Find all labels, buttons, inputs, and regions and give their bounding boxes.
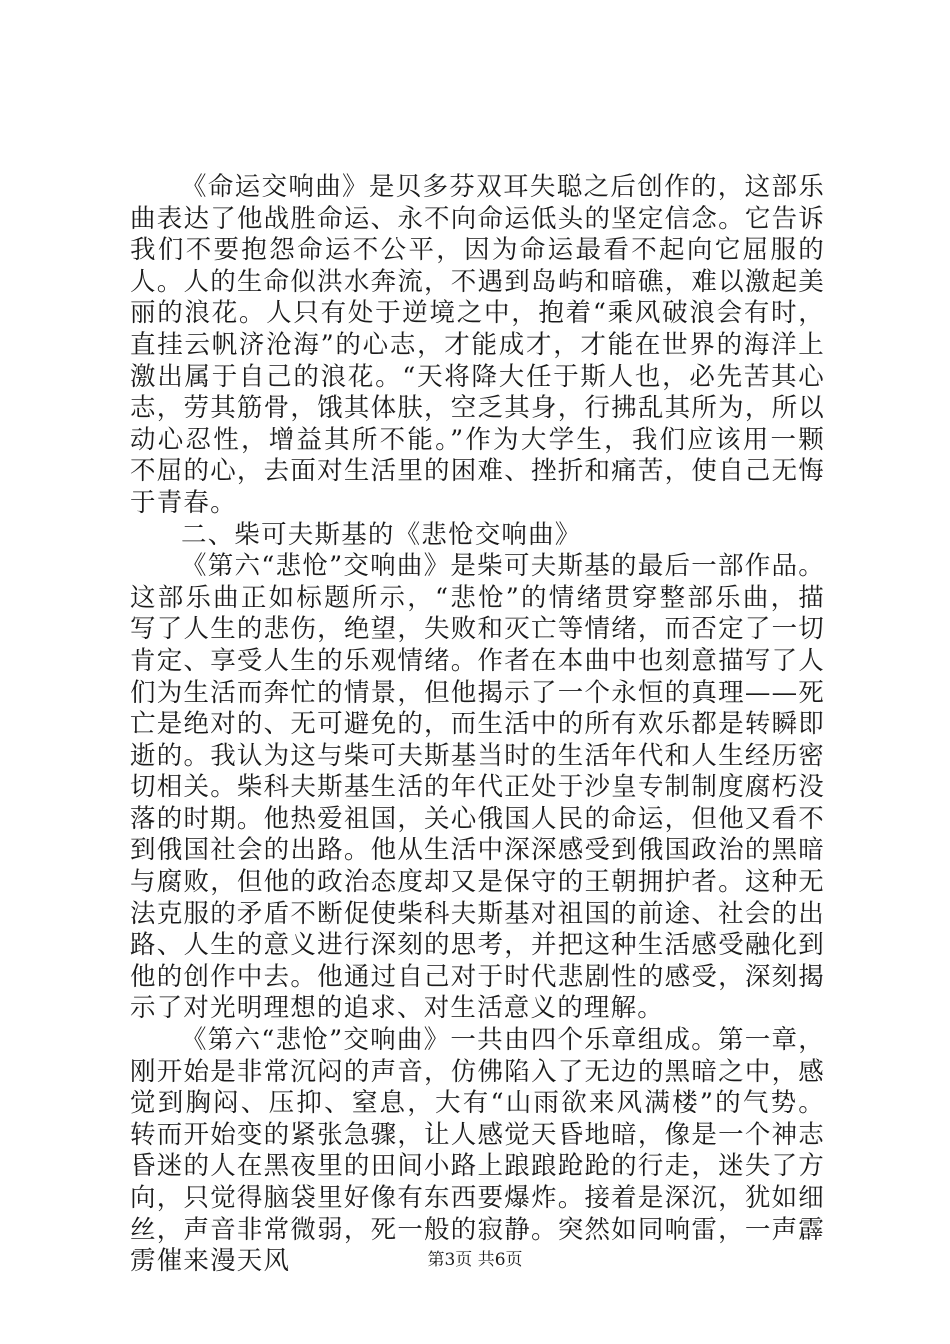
page-footer: 第3页 共6页 — [427, 1250, 523, 1270]
section-heading-pathetique: 二、柴可夫斯基的《悲怆交响曲》 — [181, 519, 582, 550]
paragraph-pathetique-movements: 《第六“悲怆”交响曲》一共由四个乐章组成。第一章，刚开始是非常沉闷的声音，仿佛陷入了无边的黑暗之中，感觉到胸闷、压抑、窒息，大有“山雨欲来风满楼”的气势。转而开始变的紧张急骤，让人感觉天昏地暗，像是一个神志昏迷的人在黑夜里的田间小路上踉踉跄跄的行走，迷失了方向，只觉得脑袋里好像有东西要爆炸。接着是深沉，犹如细丝，声音非常微弱，死一般的寂静。突然如同响雷，一声霹雳催来漫天风 — [130, 1025, 825, 1277]
paragraph-fate-symphony: 《命运交响曲》是贝多芬双耳失聪之后创作的，这部乐曲表达了他战胜命运、永不向命运低头的坚定信念。它告诉我们不要抱怨命运不公平，因为命运最看不起向它屈服的人。人的生命似洪水奔流，不遇到岛屿和暗礁，难以激起美丽的浪花。人只有处于逆境之中，抱着“乘风破浪会有时，直挂云帆济沧海”的心志，才能成才，才能在世界的海洋上激出属于自己的浪花。“天将降大任于斯人也，必先苦其心志，劳其筋骨，饿其体肤，空乏其身，行拂乱其所为，所以动心忍性，增益其所不能。”作为大学生，我们应该用一颗不屈的心，去面对生活里的困难、挫折和痛苦，使自己无悔于青春。 — [130, 172, 825, 518]
document-body — [130, 172, 825, 1278]
paragraph-pathetique-intro: 《第六“悲怆”交响曲》是柴可夫斯基的最后一部作品。这部乐曲正如标题所示，“悲怆”的情绪贯穿整部乐曲，描写了人生的悲伤，绝望，失败和灭亡等情绪，而否定了一切肯定、享受人生的乐观情绪。作者在本曲中也刻意描写了人们为生活而奔忙的情景，但他揭示了一个永恒的真理——死亡是绝对的、无可避免的，而生活中的所有欢乐都是转瞬即逝的。我认为这与柴可夫斯基当时的生活年代和人生经历密切相关。柴科夫斯基生活的年代正处于沙皇专制制度腐朽没落的时期。他热爱祖国，关心俄国人民的命运，但他又看不到俄国社会的出路。他从生活中深深感受到俄国政治的黑暗与腐败，但他的政治态度却又是保守的王朝拥护者。这种无法克服的矛盾不断促使柴科夫斯基对祖国的前途、社会的出路、人生的意义进行深刻的思考，并把这种生活感受融化到他的创作中去。他通过自己对于时代悲剧性的感受，深刻揭示了对光明理想的追求、对生活意义的理解。 — [130, 551, 825, 1024]
